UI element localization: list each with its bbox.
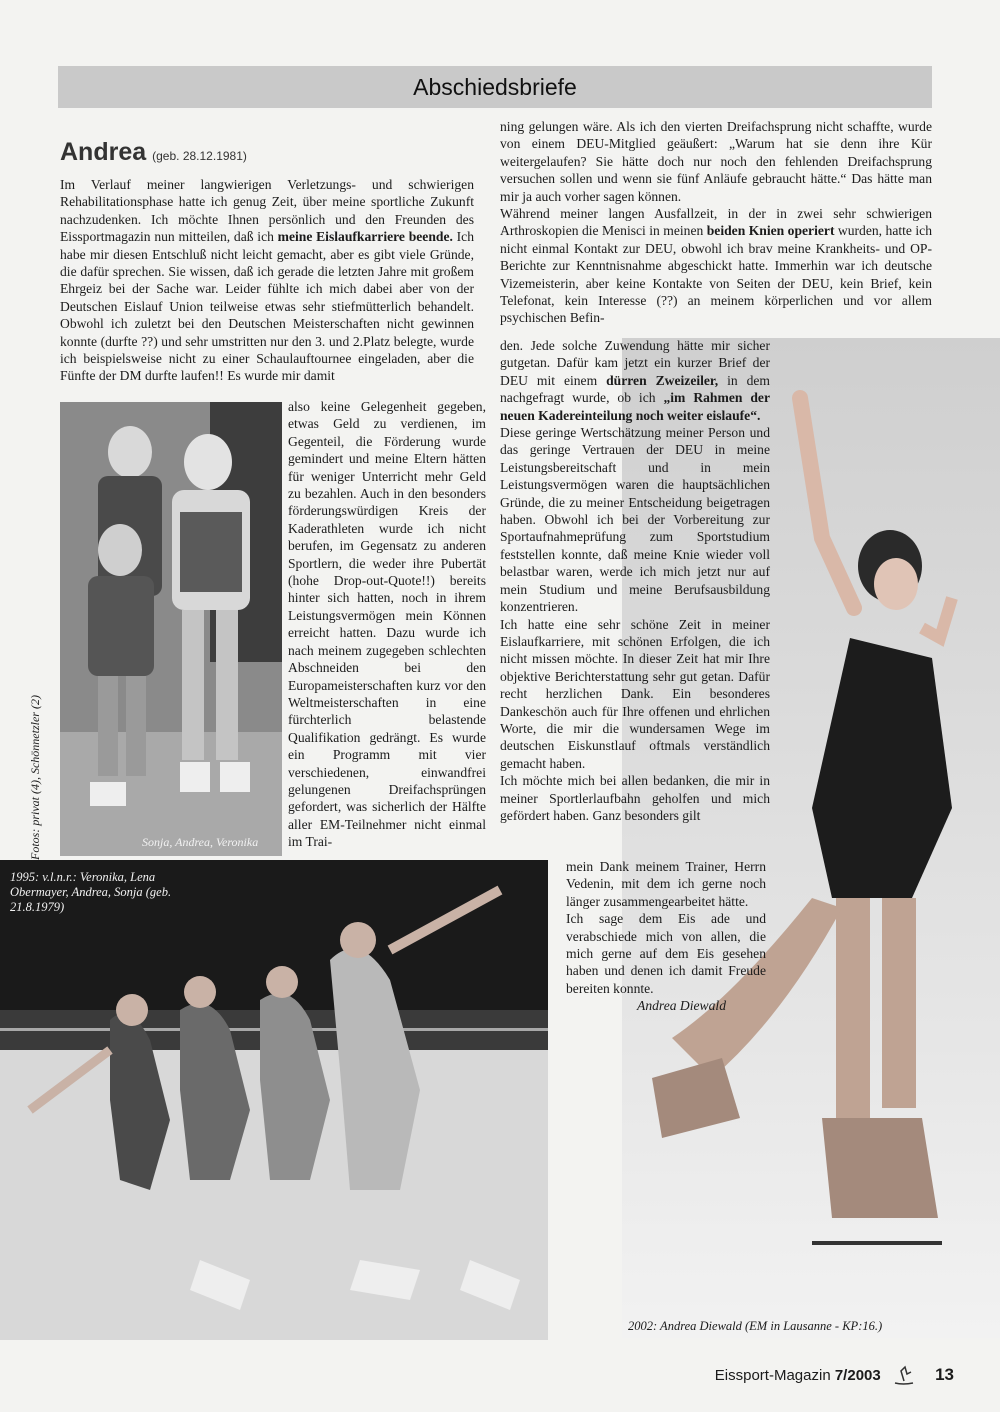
- text-run: Während meiner langen Ausfallzeit, in der in zwei sehr schwierigen Arthroskopien die Menisci in meinen: [500, 206, 932, 239]
- article-heading: [60, 138, 247, 167]
- photo-credit-text: Fotos: privat (4), Schönnetzler (2): [28, 695, 42, 860]
- photo-1995-image: [0, 860, 548, 1340]
- text-run: Im Verlauf meiner langwierigen Verletzungs- und schwierigen Rehabilitationsphase hatte ich genug Zeit, über meine sportliche Zukunft nachzudenken. Ich möchte Ihnen persönlich und den Freunden des Eissportmagazin nun mitteilen, daß ich: [60, 177, 474, 245]
- text-run: in dem nachgefragt wurde, ob ich: [500, 372, 770, 406]
- magazine-name: Eissport-Magazin: [714, 1367, 831, 1384]
- caption-2002: 2002: Andrea Diewald (EM in Lausanne - KP:16.): [628, 1319, 883, 1333]
- caption-children: Sonja, Andrea, Veronika: [142, 835, 259, 849]
- paragraph: Ich möchte mich bei allen bedanken, die mir in meiner Sportlerlaufbahn geholfen und mich gefördert haben. Ganz besonders gilt: [500, 773, 770, 823]
- photo-children-image: [60, 402, 282, 856]
- text-run: Ich habe mir diesen Entschluß nicht leicht gemacht, aber es gibt viele Gründe, die dafür sprechen. Sie wissen, daß ich gerade die letzten Jahre mit großem Ehrgeiz bei der Sache war. Leider fühlte ich mich dabei aber von der Deutschen Eislauf Union teilweise etwas sehr stiefmütterlich behandelt. Obwohl ich zuletzt bei den Deutschen Meisterschaften nicht gewinnen konnte (durfte ??) und sehr umstritten nur den 3. und 2.Platz belegte, wurde ich beispielsweise nicht zu einer Schaulauftournee eingeladen, aber die Fünfte der DM durfte laufen!! Es wurde mir damit: [60, 229, 474, 384]
- text-run: wurden, hatte ich nicht einmal Kontakt zur DEU, obwohl ich brav meine Krankheits- und OP-Berichte zur Kenntnisnahme abgeschickt hatte. Immerhin war ich deutsche Vizemeisterin, aber keine Kontakte von Seiten der DEU, kein Brief, kein Telefonat, kein Interesse (??) an meinem körperlichen und vor allem psychischen Befin-: [500, 223, 932, 326]
- issue-number: 7/2003: [834, 1367, 881, 1384]
- bold-run: dürren Zweizeiler,: [606, 372, 719, 388]
- paragraph: Diese geringe Wertschätzung meiner Person und das geringe Vertrauen der DEU in meine Leistungsbereitschaft und in mein Leistungsvermögen waren die hauptsächlichen Gründe, die zu meiner Entscheidung beigetragen haben. Obwohl ich bei der Vorbereitung zur Sportaufnahmeprüfung zum Sportstudium feststellen konnte, daß meine Knie wieder voll belastbar waren, werde ich mich jetzt nur auf mein Studium und meine Berufsausbildung konzentrieren.: [500, 425, 770, 615]
- author-birth: (geb. 28.12.1981): [152, 149, 247, 163]
- photo-credit: [26, 640, 42, 860]
- signature: Andrea Diewald: [637, 998, 726, 1014]
- column-1-narrow: [288, 398, 486, 851]
- photo-children: [60, 402, 282, 856]
- text-run: den. Jede solche Zuwendung hätte mir sicher gutgetan. Dafür kam jetzt ein kurzer Brief der DEU mit einem: [500, 338, 770, 388]
- text-run: also keine Gelegenheit gegeben, etwas Geld zu verdienen, im Gegenteil, die Förderung wurde gemindert und meine Eltern hätten für weniger Unterricht mehr Geld zu bezahlen. Auch in den besonders förderungswürdigen Kreis der Kaderathleten wurde ich nicht berufen, im Gegensatz zu anderen Sportlern, die weder ihre Pubertät (hohe Drop-out-Quote!!) bereits hinter sich hatten, noch in ihrem Leistungsvermögen mein Können erreicht hatten. Dazu wurde ich nach meinem zugegeben schlechten Abschneiden bei den Europameisterschaften kurz vor den Weltmeisterschaften in eine fürchterlich belastende Qualifikation gedrängt. Es wurde ein Programm mit vier verschiedenen, einwandfrei gelungenen Dreifachsprüngen gefordert, was sicherlich der Hälfte aller EM-Teilnehmer nicht einmal im Trai-: [288, 399, 486, 850]
- column-2-top: [500, 118, 932, 327]
- bold-run: „im Rahmen der neuen Kadereinteilung noch weiter eislaufe“.: [500, 390, 770, 423]
- bold-run: beiden Knien operiert: [706, 223, 835, 239]
- paragraph: mein Dank meinem Trainer, Herrn Vedenin, mit dem ich gerne noch länger zusammengearbeitet hätte.: [566, 859, 766, 909]
- page-number: 13: [935, 1365, 954, 1384]
- column-2-narrow-1: [500, 337, 770, 824]
- paragraph: ning gelungen wäre. Als ich den vierten Dreifachsprung nicht schaffte, wurde von einem DEU-Mitglied geäußert: „Warum hat sie denn ihre Kür weitergelaufen? Sie hätte doch nur noch den fehlenden Dreifachsprung versuchen sollen und wenn sie fünf Anläufe gebraucht hätte.“ Das hätte man mir ja auch vorher sagen können.: [500, 119, 932, 204]
- section-banner: [58, 66, 932, 108]
- column-2-narrow-2: [566, 858, 766, 1015]
- paragraph: Ich hatte eine sehr schöne Zeit in meiner Eislaufkarriere, mit schönen Erfolgen, die ich nicht missen möchte. In dieser Zeit hat mir Ihre objektive Berichterstattung sehr gut getan. Dafür recht herzlichen Dank. Ein besonderes Dankeschön auch für Ihre offenen und ehrlichen Worte, die mir die wundersamen Wege im deutschen Eiskunstlauf oftmals verständlich gemacht haben.: [500, 616, 770, 771]
- author-name: Andrea: [60, 138, 147, 166]
- page-footer: [715, 1365, 954, 1387]
- skater-logo-icon: [891, 1365, 917, 1387]
- caption-1995: 1995: v.l.n.r.: Veronika, Lena Obermayer, Andrea, Sonja (geb. 21.8.1979): [10, 870, 172, 914]
- section-title: Abschiedsbriefe: [413, 74, 577, 100]
- paragraph: Ich sage dem Eis ade und verabschiede mich von allen, die mich gerne auf dem Eis gesehen haben und denen ich damit Freude bereiten konnte.: [566, 911, 766, 996]
- bold-run: meine Eislaufkarriere beende.: [277, 229, 453, 245]
- column-1-top: [60, 176, 474, 385]
- photo-1995: [0, 860, 548, 1340]
